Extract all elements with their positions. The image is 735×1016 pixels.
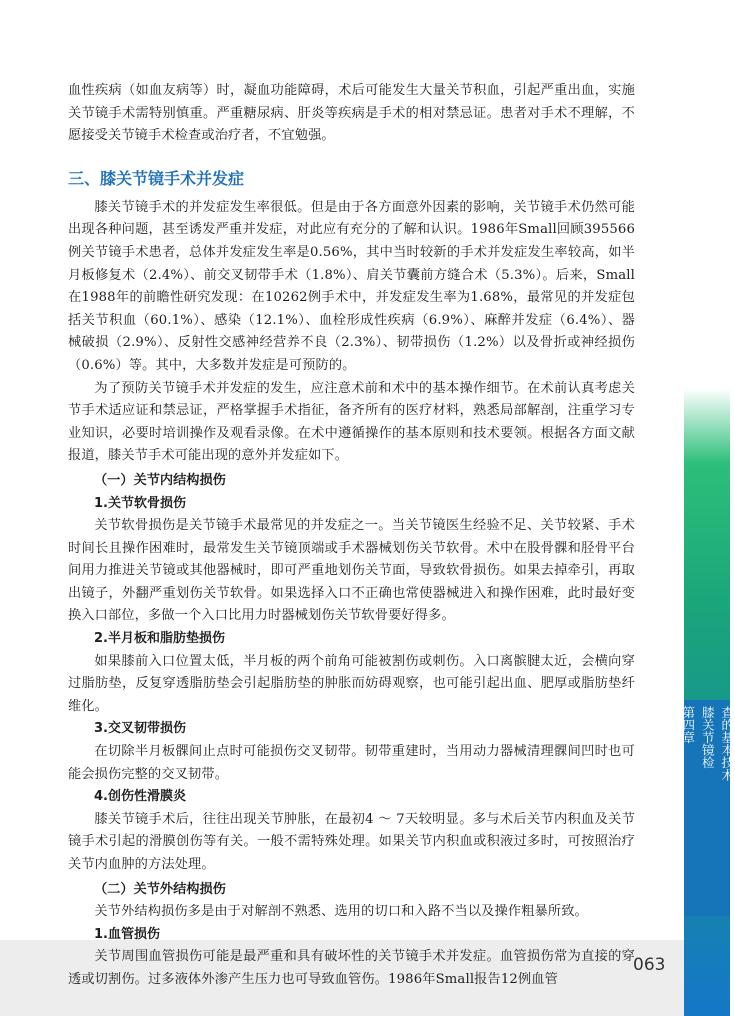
chapter-label — [680, 706, 735, 781]
page-number: 063 — [633, 955, 666, 975]
heading-cruciate-injury: 3.交叉韧带损伤 — [94, 721, 186, 737]
cruciate-paragraph: 在切除半月板髁间止点时可能损伤交叉韧带。韧带重建时，当用动力器械清理髁间凹时也可能会损伤完整的交叉韧带。 — [68, 744, 635, 782]
synovitis-paragraph: 膝关节镜手术后，往往出现关节肿胀，在最初4 ～ 7天较明显。多与术后关节内积血及关节镜手术引起的滑膜创伤等有关。一般不需特殊处理。如果关节内积血或积液过多时，可按照治疗关节内血肿的方法处理。 — [68, 811, 635, 872]
heading-cartilage-injury: 1.关节软骨损伤 — [94, 495, 186, 511]
chapter-title-part2: 查的基本技术 — [719, 706, 735, 781]
intro-paragraph: 血性疾病（如血友病等）时，凝血功能障碍，术后可能发生大量关节积血，引起严重出血，实施关节镜手术需特别慎重。严重糖尿病、肝炎等疾病是手术的相对禁忌证。患者对手术不理解，不愿接受关节镜手术检查或治疗者，不宜勉强。 — [68, 83, 635, 144]
chapter-title-part1: 膝关节镜检 — [700, 706, 716, 769]
section-heading: 三、膝关节镜手术并发症 — [68, 168, 245, 188]
cartilage-paragraph: 关节软骨损伤是关节镜手术最常见的并发症之一。当关节镜医生经验不足、关节较紧、手术时间长且操作困难时，最常发生关节镜顶端或手术器械划伤关节软骨。术中在股骨髁和胫骨平台间用力推进关节镜或其他器械时，即可严重地划伤关节面，导致软骨损伤。如果去掉牵引，再取出镜子，外翻严重划伤关节软骨。如果选择入口不正确也常使器械进入和操作困难，此时最好变换入口部位，多做一个入口比用力时器械划伤关节软骨要好得多。 — [68, 518, 635, 624]
heading-meniscus-injury: 2.半月板和脂肪垫损伤 — [94, 631, 225, 647]
chapter-number: 第四章 — [680, 706, 696, 744]
page-body — [68, 80, 635, 992]
heading-synovitis: 4.创伤性滑膜炎 — [94, 789, 186, 805]
prevention-paragraph: 为了预防关节镜手术并发症的发生，应注意术前和术中的基本操作细节。在术前认真考虑关节手术适应证和禁忌证，严格掌握手术指征，备齐所有的医疗材料，熟悉局部解剖，注重学习专业知识，必要时培训操作及观看录像。在术中遵循操作的基本原则和技术要领。根据各方面文献报道，膝关节手术可能出现的意外并发症如下。 — [68, 380, 635, 464]
complication-rate-paragraph: 膝关节镜手术的并发症发生率很低。但是由于各方面意外因素的影响，关节镜手术仍然可能出现各种问题，甚至诱发严重并发症，对此应有充分的了解和认识。1986年Small回顾395566例关节镜手术患者，总体并发症发生率是0.56%，其中当时较新的手术并发症发生率较高，如半月板修复术（2.4%）、前交叉韧带手术（1.8%）、肩关节囊前方缝合术（5.3%）。后来，Small在1988年的前瞻性研究发现：在10262例手术中，并发症发生率为1.68%，最常见的并发症包括关节积血（60.1%）、感染（12.1%）、血栓形成性疾病（6.9%）、麻醉并发症（6.4%）、器械破损（2.9%）、反射性交感神经营养不良（2.3%）、韧带损伤（1.2%）以及骨折或神经损伤（0.6%）等。其中，大多数并发症是可预防的。 — [68, 199, 635, 373]
extra-articular-paragraph: 关节外结构损伤多是由于对解剖不熟悉、选用的切口和入路不当以及操作粗暴所致。 — [94, 904, 588, 920]
vascular-paragraph: 关节周围血管损伤可能是最严重和具有破坏性的关节镜手术并发症。血管损伤常为直接的穿透或切割伤。过多液体外渗产生压力也可导致血管伤。1986年Small报告12例血管 — [68, 949, 635, 987]
subheading-intra-articular: （一）关节内结构损伤 — [94, 472, 226, 488]
subheading-extra-articular: （二）关节外结构损伤 — [94, 881, 226, 897]
heading-vascular-injury: 1.血管损伤 — [94, 926, 160, 942]
meniscus-paragraph: 如果膝前入口位置太低，半月板的两个前角可能被割伤或刺伤。入口离髌腱太近，会横向穿过脂肪垫，反复穿透脂肪垫会引起脂肪垫的肿胀而妨碍观察，也可能引起出血、肥厚或脂肪垫纤维化。 — [68, 653, 635, 714]
